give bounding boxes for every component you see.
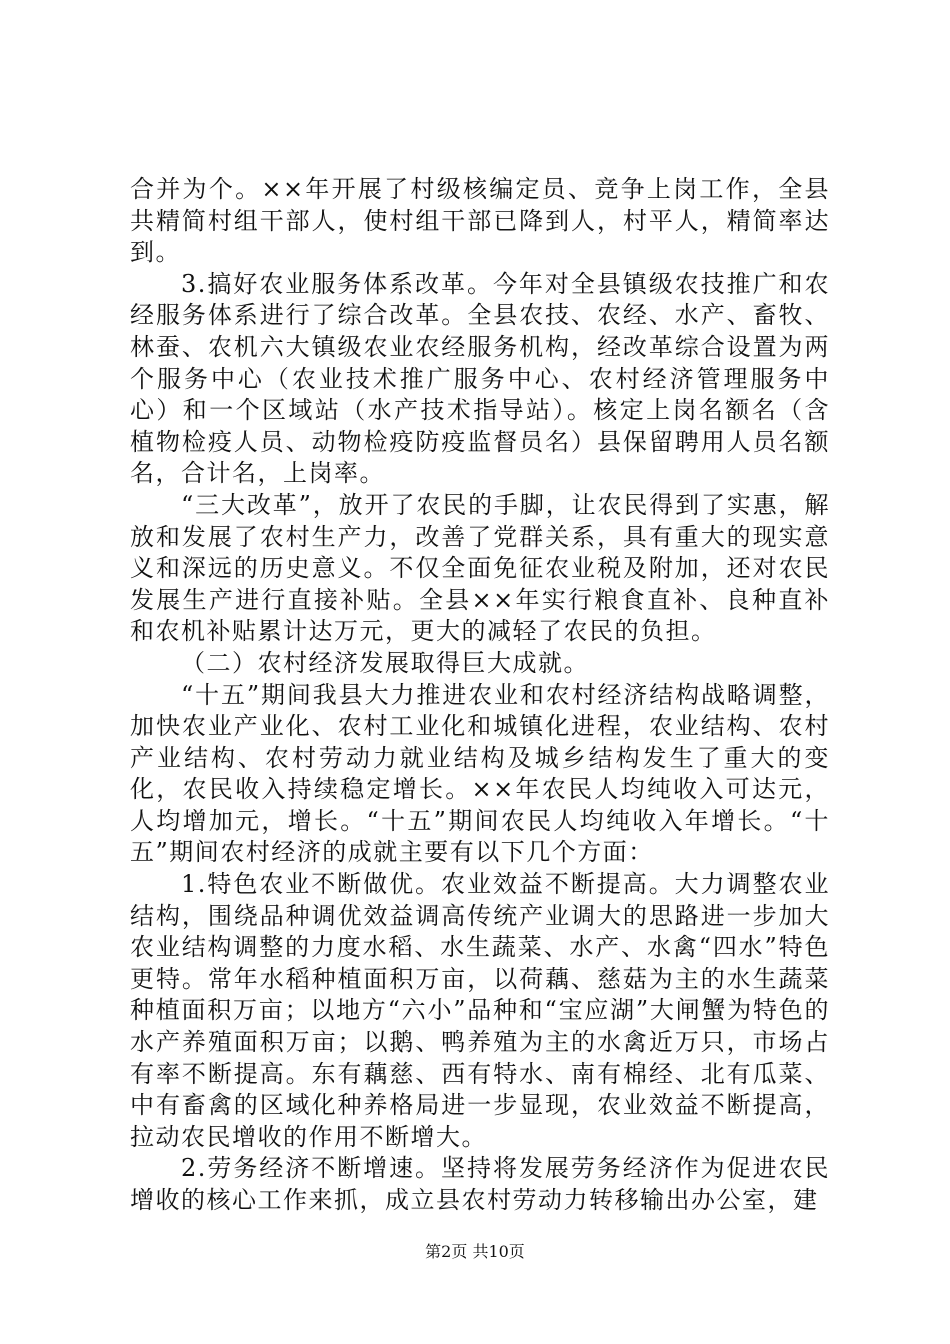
paragraph-labor-economy: 2.劳务经济不断增速。坚持将发展劳务经济作为促进农民增收的核心工作来抓，成立县农村劳动力转移输出办公室，建 bbox=[130, 1154, 830, 1214]
paragraph-village-cadre-reduction: 合并为个。××年开展了村级核编定员、竞争上岗工作，全县共精简村组干部人，使村组干部已降到人，村平人，精简率达到。 bbox=[130, 175, 830, 267]
paragraph-specialty-agriculture: 1.特色农业不断做优。农业效益不断提高。大力调整农业结构，围绕品种调优效益调高传统产业调大的思路进一步加大农业结构调整的力度水稻、水生蔬菜、水产、水禽“四水”特色更特。常年水稻种植面积万亩，以荷藕、慈菇为主的水生蔬菜种植面积万亩；以地方“六小”品种和“宝应湖”大闸蟹为特色的水产养殖面积万亩；以鹅、鸭养殖为主的水禽近万只，市场占有率不断提高。东有藕慈、西有特水、南有棉经、北有瓜菜、中有畜禽的区域化种养格局进一步显现，农业效益不断提高，拉动农民增收的作用不断增大。 bbox=[130, 870, 830, 1151]
paragraph-tenth-five-year-plan: “十五”期间我县大力推进农业和农村经济结构战略调整，加快农业产业化、农村工业化和城镇化进程，农业结构、农村产业结构、农村劳动力就业结构及城乡结构发生了重大的变化，农民收入持续稳定增长。××年农民人均纯收入可达元，人均增加元，增长。“十五”期间农民人均纯收入年增长。“十五”期间农村经济的成就主要有以下几个方面： bbox=[130, 680, 830, 867]
section-heading-rural-economy: （二）农村经济发展取得巨大成就。 bbox=[181, 648, 589, 677]
paragraph-three-reforms: “三大改革”，放开了农民的手脚，让农民得到了实惠，解放和发展了农村生产力，改善了党群关系，具有重大的现实意义和深远的历史意义。不仅全面免征农业税及附加，还对农民发展生产进行直接补贴。全县××年实行粮食直补、良种直补和农机补贴累计达万元，更大的减轻了农民的负担。 bbox=[130, 490, 830, 646]
paragraph-agri-service-reform: 3.搞好农业服务体系改革。今年对全县镇级农技推广和农经服务体系进行了综合改革。全县农技、农经、水产、畜牧、林蚕、农机六大镇级农业农经服务机构，经改革综合设置为两个服务中心（农业技术推广服务中心、农村经济管理服务中心）和一个区域站（水产技术指导站）。核定上岗名额名（含植物检疫人员、动物检疫防疫监督员名）县保留聘用人员名额名，合计名，上岗率。 bbox=[130, 269, 830, 488]
page-footer bbox=[0, 1242, 950, 1262]
document-body bbox=[130, 174, 830, 1217]
page-number-label: 第2页 共10页 bbox=[425, 1242, 525, 1261]
